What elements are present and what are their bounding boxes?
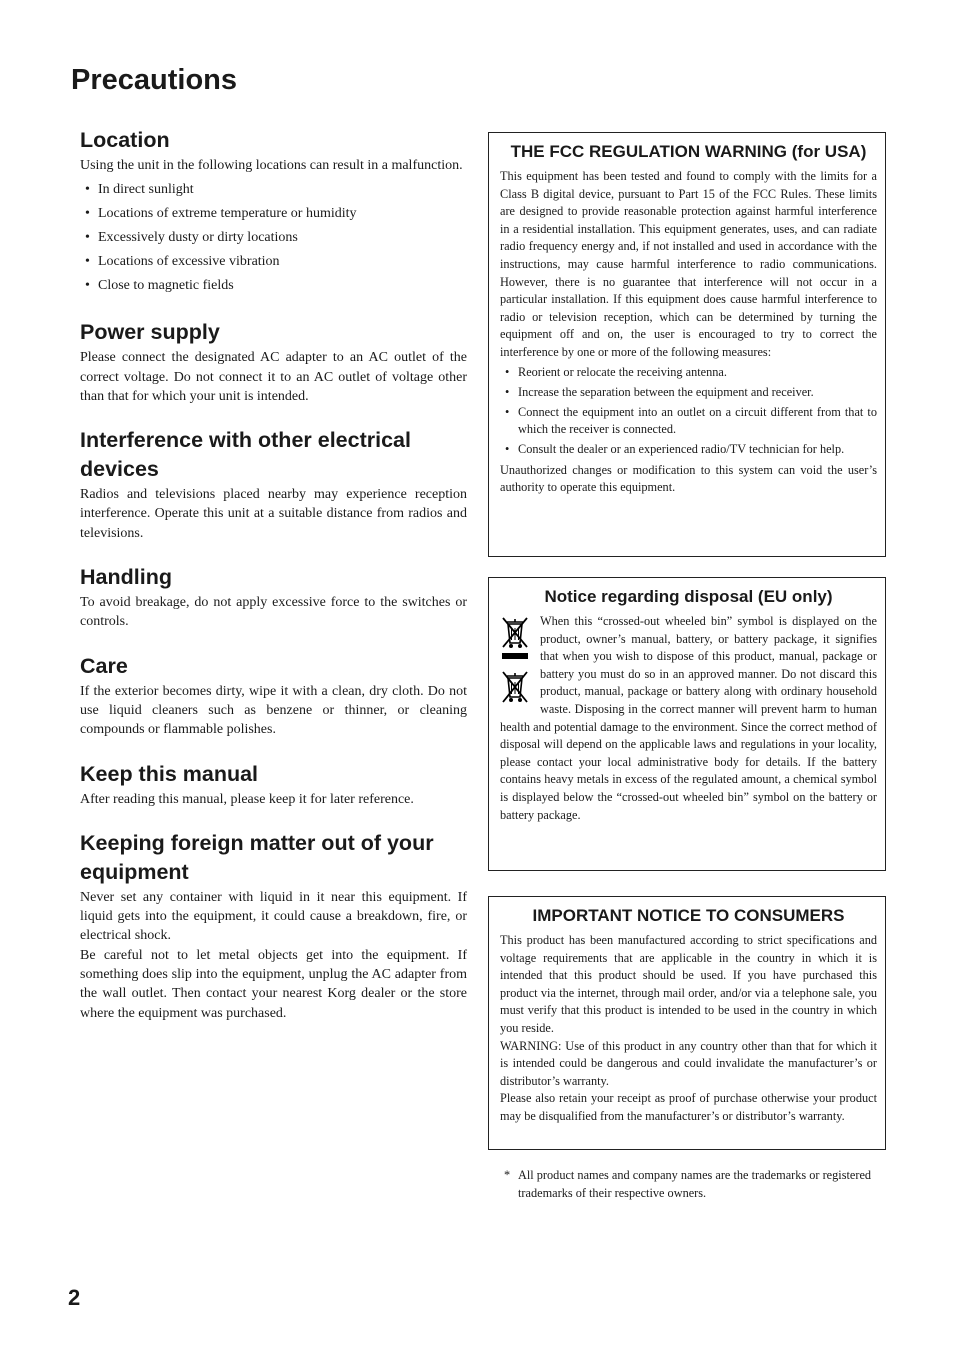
box-body: WARNING: Use of this product in any country other than that for which it is intended could be dangerous and could invalidate the manufacturer’s or distributor’s warranty.: [500, 1038, 877, 1088]
section-heading: Handling: [80, 565, 172, 590]
page-number: 2: [68, 1285, 81, 1310]
box-body: This product has been manufactured according to strict specifications and voltage requirements that are applicable in the country in which it is intended that this product should be used. If you have purchased this product via the internet, through mail order, and/or via a telephone sale, you must verify that this product is intended to be used in the country in which you reside.: [500, 933, 877, 1035]
section-body: To avoid breakage, do not apply excessive force to the switches or controls.: [80, 595, 467, 630]
section-body: After reading this manual, please keep it for later reference.: [80, 791, 414, 807]
section-keep-manual: [80, 760, 467, 809]
section-heading: Keep this manual: [80, 761, 259, 786]
section-body: Please connect the designated AC adapter to an AC outlet of the correct voltage. Do not connect it to an AC outlet of voltage other than that for which your unit is intended.: [80, 350, 467, 404]
trademark-note: [504, 1167, 880, 1202]
list-item: • Close to magnetic fields: [80, 274, 467, 298]
list-item: • Excessively dusty or dirty locations: [80, 226, 467, 250]
list-item: • Reorient or relocate the receiving antenna.: [500, 364, 877, 382]
list-item: • In direct sunlight: [80, 178, 467, 202]
section-power-supply: [80, 318, 467, 406]
section-body: If the exterior becomes dirty, wipe it with a clean, dry cloth. Do not use liquid cleaners such as benzene or thinner, or cleaning compounds or flammable polishes.: [80, 683, 467, 738]
box-body: When this “crossed-out wheeled bin” symbol is displayed on the product, owner’s manual, battery, or battery package, it signifies that when you wish to dispose of this product, manual, package or battery you must do so in an approved manner. Do not discard this product, manual, package or battery along with ordinary household waste. Disposing in the correct manner will prevent harm to human health and potential damage to the environment. Since the correct method of disposal will depend on the applicable laws and regulations in your locality, please contact your local administrative body for details. If the battery contains heavy metals in excess of the regulated amount, a chemical symbol is displayed below the “crossed-out wheeled bin” symbol on the battery or battery package.: [500, 614, 877, 822]
fcc-warning-box: [488, 132, 886, 557]
consumer-notice-box: [488, 896, 886, 1150]
footnote-marker: *: [504, 1168, 511, 1182]
page-title: Precautions: [71, 64, 237, 96]
box-heading: Notice regarding disposal (EU only): [544, 587, 833, 606]
section-heading: Keeping foreign matter out of your equipment: [80, 830, 434, 884]
list-item: • Locations of extreme temperature or humidity: [80, 202, 467, 226]
section-body: Be careful not to let metal objects get into the equipment. If something does slip into the equipment, unplug the AC adapter from the wall outlet. Then contact your nearest Korg dealer or the store where the equipment was purchased.: [80, 947, 467, 1021]
bin-icons: [498, 615, 536, 713]
section-care: [80, 652, 467, 740]
footnote-text: All product names and company names are the trademarks or registered trademarks of their respective owners.: [518, 1168, 872, 1200]
section-body: Never set any container with liquid in it near this equipment. If liquid gets into the equipment, it could cause a breakdown, fire, or electrical shock.: [80, 889, 467, 944]
section-foreign-matter: [80, 829, 467, 1023]
fcc-bullet-list: [500, 364, 877, 459]
box-heading: THE FCC REGULATION WARNING (for USA): [510, 142, 867, 161]
list-item: • Locations of excessive vibration: [80, 250, 467, 274]
list-item: • Connect the equipment into an outlet on a circuit different from that to which the receiver is connected.: [500, 404, 877, 439]
disposal-notice-box: [488, 577, 886, 871]
box-footer: Unauthorized changes or modification to this system can void the user’s authority to operate this equipment.: [500, 462, 877, 495]
list-item: • Increase the separation between the equipment and receiver.: [500, 384, 877, 402]
section-heading: Interference with other electrical devices: [80, 428, 411, 482]
list-item: • Consult the dealer or an experienced radio/TV technician for help.: [500, 441, 877, 459]
crossed-out-wheeled-bin-with-bar-icon: [498, 615, 532, 661]
box-heading: IMPORTANT NOTICE TO CONSUMERS: [532, 906, 845, 925]
section-handling: [80, 563, 467, 632]
box-body: This equipment has been tested and found to comply with the limits for a Class B digital device, pursuant to Part 15 of the FCC Rules. These limits are designed to provide reasonable protection against harmful interference in a residential installation. This equipment generates, uses, and can radiate radio frequency energy and, if not installed and used in accordance with the instructions, may cause harmful interference to radio communications. However, there is no guarantee that interference will not occur in a particular installation. If this equipment does cause harmful interference to radio or television reception, which can be determined by turning the equipment off and on, the user is encouraged to try to correct the interference by one or more of the following measures:: [500, 169, 877, 359]
section-body: Using the unit in the following locations can result in a malfunction.: [80, 158, 463, 173]
section-heading: Location: [80, 128, 170, 152]
box-body: Please also retain your receipt as proof of purchase otherwise your product may be disqualified from the manufacturer’s or distributor’s warranty.: [500, 1091, 877, 1123]
location-bullet-list: [80, 178, 467, 298]
section-heading: Care: [80, 653, 128, 678]
section-interference: [80, 426, 467, 543]
section-body: Radios and televisions placed nearby may experience reception interference. Operate this unit at a suitable distance from radios and televisions.: [80, 487, 467, 541]
crossed-out-wheeled-bin-icon: [498, 669, 532, 705]
left-column: [80, 126, 467, 1043]
section-location: [80, 126, 467, 298]
section-heading: Power supply: [80, 320, 220, 345]
